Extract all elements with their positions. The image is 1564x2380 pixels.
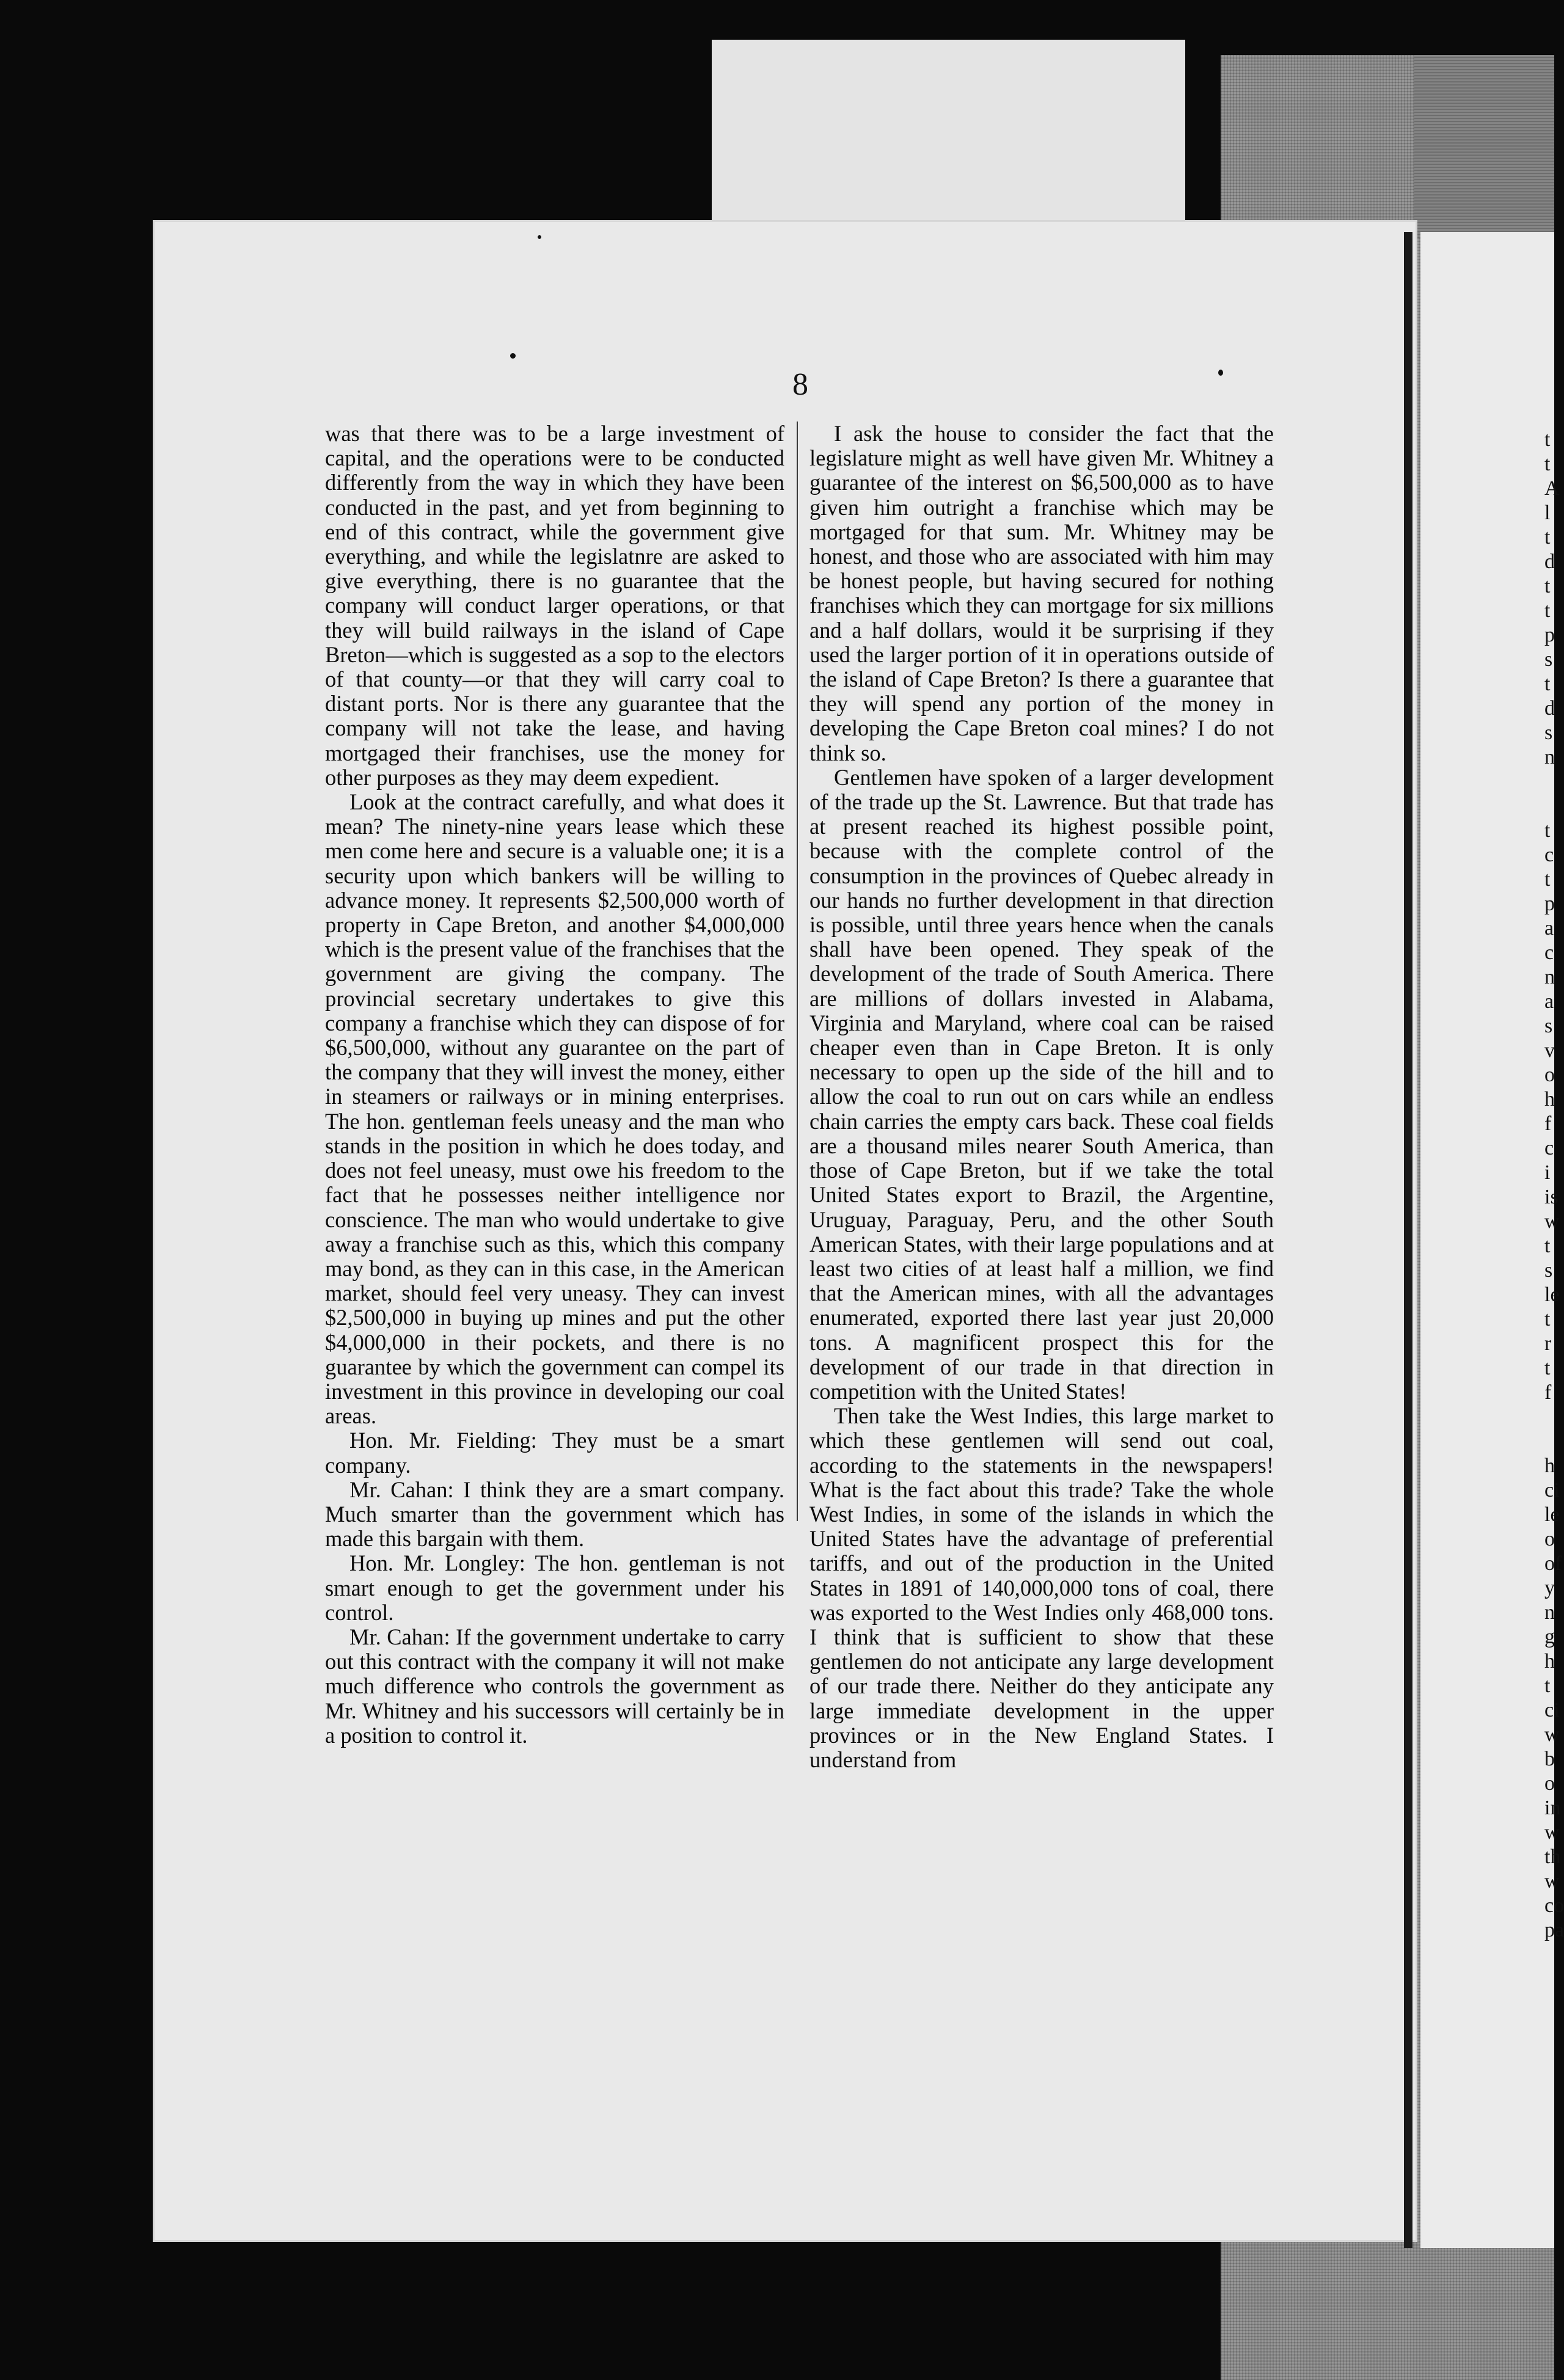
edge-letter: le [1544, 1283, 1560, 1306]
edge-letter: p [1544, 892, 1555, 915]
edge-letter: c [1544, 941, 1554, 964]
edge-letter: b [1544, 1748, 1555, 1770]
edge-letter: o [1544, 1772, 1555, 1795]
ink-speck [1218, 370, 1223, 376]
edge-letter: t [1544, 599, 1551, 622]
edge-letter: th [1544, 1845, 1561, 1868]
edge-letter: w [1544, 1821, 1560, 1844]
paragraph: I ask the house to consider the fact that the legislature might as well have given Mr. Whitney a guarantee of the interest on $6,500,000 as to have given him outright a franchise which may be mortgaged for that sum. Mr. Whitney may be honest, and those who are associated with him may be honest people, but having secured for nothing franchises which they can mortgage for six millions and a half dollars, would it be surprising if they used the larger portion of it in operations outside of the island of Cape Breton? Is there a guarantee that they will spend any portion of the money in developing the Cape Breton coal mines? I do not think so. [809, 421, 1274, 765]
edge-letter: g [1544, 1626, 1555, 1648]
column-divider [797, 422, 798, 1521]
edge-letter: s [1544, 721, 1553, 744]
edge-letter [1544, 1429, 1557, 1454]
next-page-letters [1544, 428, 1564, 1943]
edge-letter: c [1544, 844, 1554, 866]
edge-letter: o [1544, 1064, 1555, 1086]
edge-letter: of [1544, 1552, 1562, 1575]
edge-letter: pa [1544, 1919, 1564, 1941]
edge-letter: l [1544, 502, 1551, 524]
edge-letter: t [1544, 673, 1551, 695]
edge-letter: s [1544, 1259, 1553, 1282]
edge-letter: c [1544, 1137, 1554, 1159]
edge-letter: t [1544, 428, 1551, 451]
edge-letter: t [1544, 868, 1551, 891]
right-column [809, 422, 1274, 1772]
edge-letter [1544, 794, 1557, 819]
edge-letter: n [1544, 746, 1555, 768]
paragraph: Then take the West Indies, this large market to which these gentlemen will send out coal, according to the statements in the newspapers! What is the fact about this trade? Take the whole West Indies, in some of the islands in which the United States have the advantage of preferential tariffs, and out of the production in the United States in 1891 of 140,000,000 tons of coal, there was exported to the West Indies only 468,000 tons. I think that is sufficient to show that these gentlemen do not anticipate any large development of our trade there. Neither do they anticipate any large immediate development in the upper provinces or in the New England States. I understand from [809, 1403, 1274, 1772]
edge-letter: r [1544, 1332, 1552, 1355]
ink-speck [538, 235, 541, 239]
edge-letter [1544, 770, 1557, 794]
edge-letter: w [1544, 1870, 1560, 1893]
background-sheet [712, 40, 1185, 235]
edge-letter: t [1544, 1674, 1551, 1697]
paragraph: Hon. Mr. Longley: The hon. gentleman is not smart enough to get the government under his control. [325, 1550, 784, 1625]
edge-letter: s [1544, 648, 1553, 671]
paragraph: Hon. Mr. Fielding: They must be a smart company. [325, 1428, 784, 1478]
edge-letter: is [1544, 1186, 1559, 1208]
edge-letter: h [1544, 1088, 1555, 1111]
edge-letter: t [1544, 575, 1551, 597]
paragraph: was that there was to be a large investment of capital, and the operations were to be conducted differently from the way in which they have been conducted in the past, and yet from beginning to end of this contract, while the government give everything, and while the legislatnre are asked to give everything, there is no guarantee that the company will conduct larger operations, or that they will build railways in the island of Cape Breton—which is suggested as a sop to the electors of that county—or that they will carry coal to distant ports. Nor is there any guarantee that the company will not take the lease, and having mortgaged their franchises, use the money for other purposes as they may deem expedient. [325, 421, 784, 790]
edge-letter: t [1544, 526, 1551, 549]
edge-letter: v [1544, 1039, 1555, 1062]
edge-letter: n [1544, 1601, 1555, 1624]
edge-letter: co [1544, 1894, 1564, 1917]
edge-letter: t [1544, 1308, 1551, 1331]
next-page-edge [1420, 232, 1554, 2248]
edge-letter [1544, 1405, 1557, 1429]
edge-letter: le [1544, 1503, 1560, 1526]
edge-letter: n [1544, 966, 1555, 988]
edge-letter: A [1544, 477, 1560, 500]
edge-letter: a [1544, 990, 1554, 1013]
edge-letter: h [1544, 1455, 1555, 1477]
edge-letter: i [1544, 1161, 1551, 1184]
edge-letter: d [1544, 697, 1555, 720]
edge-letter: a [1544, 917, 1554, 940]
paragraph: Mr. Cahan: I think they are a smart company. Much smarter than the government which has made this bargain with them. [325, 1477, 784, 1552]
edge-letter: w [1544, 1723, 1560, 1746]
paragraph: Gentlemen have spoken of a larger development of the trade up the St. Lawrence. But that trade has at present reached its highest possible point, because with the complete control of the consumption in the provinces of Quebec already in our hands no further development in that direction is possible, until three years hence when the canals shall have been opened. They speak of the development of the trade of South America. There are millions of dollars invested in Alabama, Virginia and Maryland, where coal can be raised cheaper even than in Cape Breton. It is only necessary to open up the side of the hill and to allow the coal to run out on cars while an endless chain carries the empty cars back. These coal fields are a thousand miles nearer South America, than those of Cape Breton, but if we take the total United States export to Brazil, the Argentine, Uruguay, Paraguay, Peru, and the other South American States, with their large populations and at least two cities of at least half a million, we find that the American mines, with all the advantages enumerated, exported there last year just 20,000 tons. A magnificent prospect this for the development of our trade in that direction in competition with the United States! [809, 764, 1274, 1404]
paragraph: Look at the contract carefully, and what does it mean? The ninety-nine years lease which these men come here and secure is a valuable one; it is a security upon which bankers will be willing to advance money. It represents $2,500,000 worth of property in Cape Breton, and another $4,000,000 which is the present value of the franchises that the government are giving the company. The provincial secretary undertakes to give this company a franchise which they can dispose of for $6,500,000, without any guarantee on the part of the company that they will invest the money, either in steamers or railways or in mining enterprises. The hon. gentleman feels uneasy and the man who stands in the position in which he does today, and does not feel uneasy, must owe his freedom to the fact that he possesses neither intelligence nor conscience. The man who would undertake to give away a franchise such as this, which this company may bond, as they can in this case, in the American market, should feel very uneasy. They can invest $2,500,000 in buying up mines and put the other $4,000,000 in their pockets, and there is no guarantee by which the government can compel its investment in this province in developing our coal areas. [325, 789, 784, 1429]
cloth-backdrop-top [1414, 55, 1554, 238]
edge-letter: t [1544, 453, 1551, 475]
edge-letter: w [1544, 1210, 1560, 1233]
page-number: 8 [792, 367, 808, 402]
edge-letter: t [1544, 1357, 1551, 1379]
edge-letter: s [1544, 1015, 1553, 1037]
edge-letter: ci [1544, 1699, 1560, 1721]
page-gutter [1404, 232, 1412, 2248]
edge-letter: h [1544, 1650, 1555, 1673]
edge-letter: t [1544, 819, 1551, 842]
edge-letter: f [1544, 1381, 1552, 1404]
edge-letter: in [1544, 1797, 1561, 1819]
paragraph: Mr. Cahan: If the government undertake to carry out this contract with the company it will not make much difference who controls the government as Mr. Whitney and his successors will certainly be in a position to control it. [325, 1624, 784, 1748]
edge-letter: f [1544, 1112, 1552, 1135]
edge-letter: t [1544, 1235, 1551, 1257]
left-column [325, 422, 784, 1748]
edge-letter: d [1544, 550, 1555, 573]
edge-letter: y [1544, 1577, 1555, 1599]
edge-letter: o [1544, 1528, 1555, 1550]
edge-letter: p [1544, 624, 1555, 646]
ink-speck [510, 353, 516, 359]
edge-letter: ci [1544, 1479, 1560, 1502]
